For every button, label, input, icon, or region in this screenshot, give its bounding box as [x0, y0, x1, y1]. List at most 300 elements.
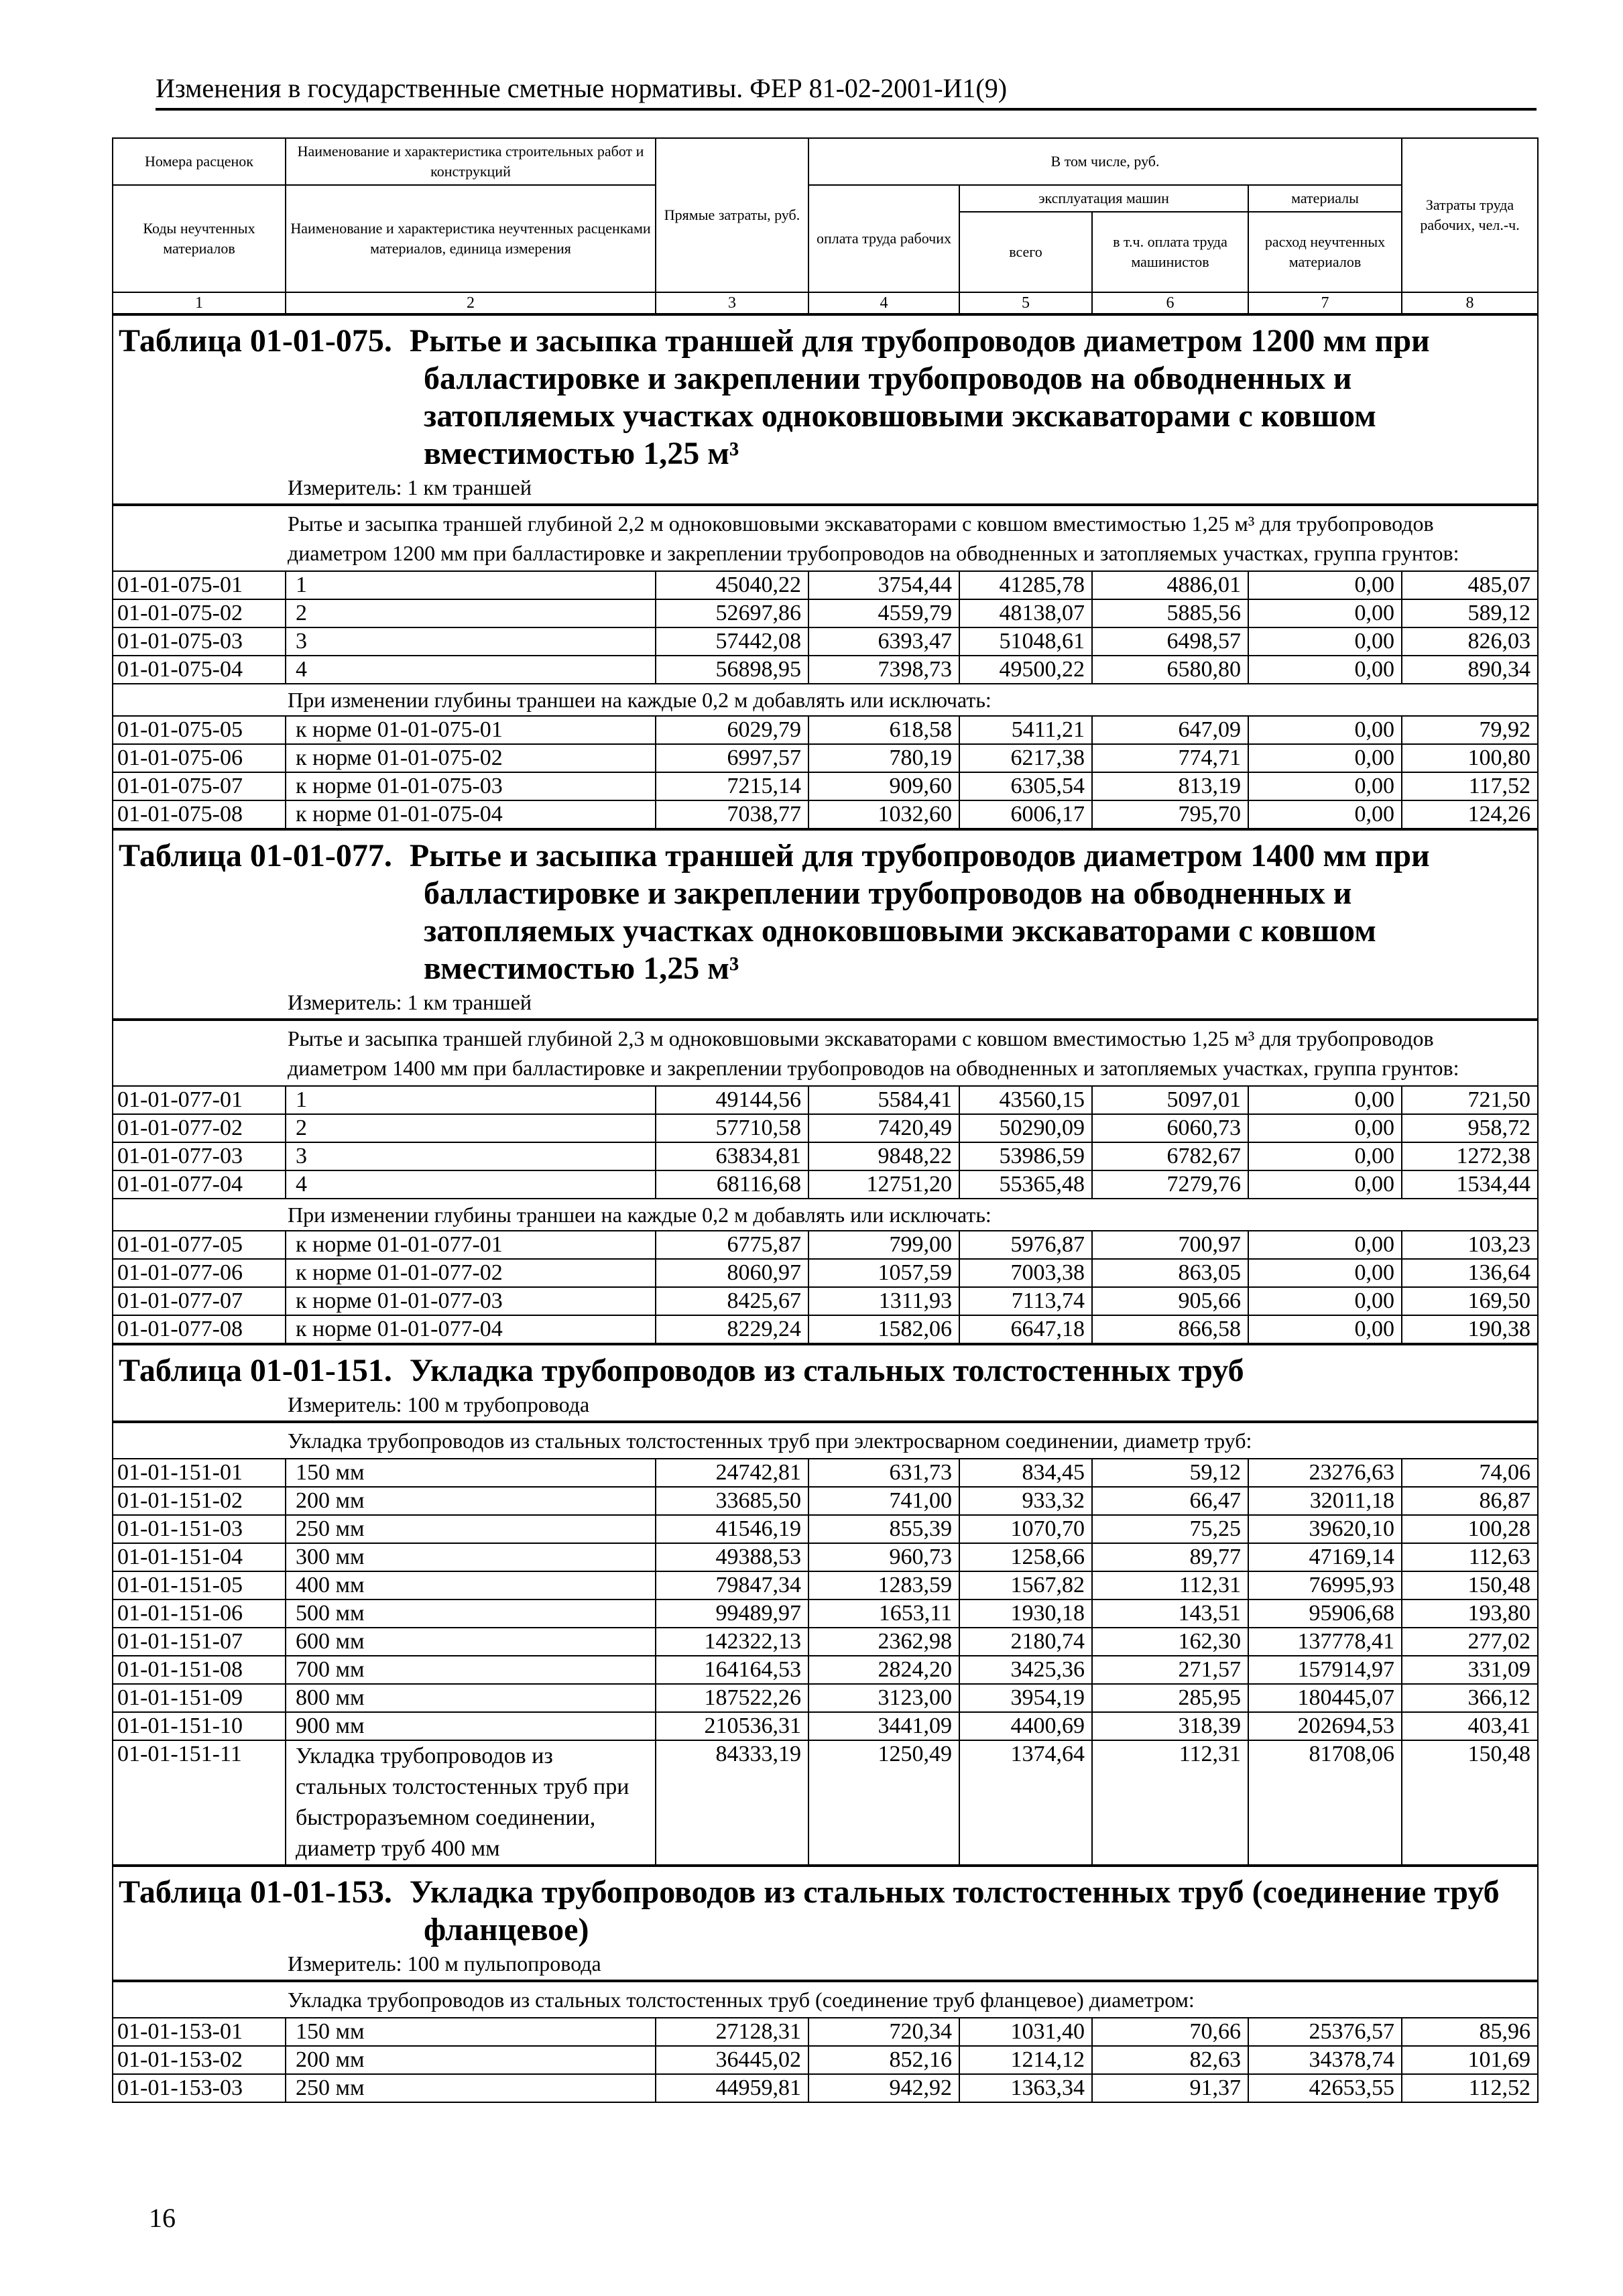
table-row — [113, 1740, 1538, 1866]
worker-wages-cell: 618,58 — [808, 716, 959, 744]
work-name-cell: 3 — [286, 627, 656, 656]
machinist-wages-cell: 91,37 — [1092, 2074, 1248, 2102]
labor-hours-cell: 100,28 — [1402, 1515, 1538, 1543]
direct-costs-cell: 6029,79 — [656, 716, 808, 744]
rate-code-cell: 01-01-153-02 — [113, 2046, 286, 2074]
direct-costs-cell: 24742,81 — [656, 1459, 808, 1487]
work-name-cell: 250 мм — [286, 1515, 656, 1543]
work-name-cell: 700 мм — [286, 1656, 656, 1684]
table-section-title-row — [113, 1344, 1538, 1390]
direct-costs-cell: 41546,19 — [656, 1515, 808, 1543]
materials-cost-cell: 0,00 — [1248, 1086, 1402, 1114]
rate-code-cell: 01-01-077-06 — [113, 1259, 286, 1287]
worker-wages-cell: 5584,41 — [808, 1086, 959, 1114]
col2-top-header: Наименование и характеристика строительных работ и конструкций — [286, 138, 656, 185]
machines-total-cell: 51048,61 — [959, 627, 1092, 656]
subheading: При изменении глубины траншеи на каждые 0,2 м добавлять или исключать: — [113, 684, 1538, 716]
labor-hours-cell: 112,52 — [1402, 2074, 1538, 2102]
machines-total-cell: 7113,74 — [959, 1287, 1092, 1315]
work-name-cell: 1 — [286, 571, 656, 599]
col3-header: Прямые затраты, руб. — [656, 138, 808, 292]
work-name-cell: 4 — [286, 656, 656, 684]
rate-code-cell: 01-01-153-01 — [113, 2018, 286, 2046]
direct-costs-cell: 52697,86 — [656, 599, 808, 627]
column-number: 8 — [1402, 292, 1538, 314]
labor-hours-cell: 890,34 — [1402, 656, 1538, 684]
section-title-text: Рытье и засыпка траншей для трубопроводов диаметром 1200 мм при балластировке и закреплении трубопроводов на обводненных и затопляемых участках одноковшовыми экскаваторами с ковшом вместимостью 1,25 м³ — [409, 323, 1430, 471]
direct-costs-cell: 142322,13 — [656, 1628, 808, 1656]
section-title — [119, 322, 1532, 473]
column-number: 4 — [808, 292, 959, 314]
table-row — [113, 1543, 1538, 1571]
machines-total-cell: 3425,36 — [959, 1656, 1092, 1684]
worker-wages-cell: 3754,44 — [808, 571, 959, 599]
machinist-wages-cell: 863,05 — [1092, 1259, 1248, 1287]
direct-costs-cell: 99489,97 — [656, 1599, 808, 1628]
description-row — [113, 1981, 1538, 2018]
section-title-text: Рытье и засыпка траншей для трубопроводов диаметром 1400 мм при балластировке и закреплении трубопроводов на обводненных и затопляемых участках одноковшовыми экскаваторами с ковшом вместимостью 1,25 м³ — [409, 838, 1430, 986]
materials-cost-cell: 0,00 — [1248, 1315, 1402, 1344]
measure-row — [113, 1949, 1538, 1981]
work-name-cell: 150 мм — [286, 1459, 656, 1487]
rate-code-cell: 01-01-151-03 — [113, 1515, 286, 1543]
worker-wages-cell: 4559,79 — [808, 599, 959, 627]
worker-wages-cell: 1032,60 — [808, 800, 959, 829]
rate-code-cell: 01-01-075-08 — [113, 800, 286, 829]
worker-wages-cell: 2824,20 — [808, 1656, 959, 1684]
subheading-row — [113, 684, 1538, 716]
materials-cost-cell: 23276,63 — [1248, 1459, 1402, 1487]
machines-total-cell: 43560,15 — [959, 1086, 1092, 1114]
materials-cost-cell: 0,00 — [1248, 1231, 1402, 1259]
work-description: Укладка трубопроводов из стальных толстостенных труб при электросварном соединении, диаметр труб: — [113, 1422, 1538, 1459]
machines-total-cell: 49500,22 — [959, 656, 1092, 684]
rate-code-cell: 01-01-077-01 — [113, 1086, 286, 1114]
labor-hours-cell: 366,12 — [1402, 1684, 1538, 1712]
worker-wages-cell: 909,60 — [808, 772, 959, 800]
machines-total-cell: 55365,48 — [959, 1170, 1092, 1199]
labor-hours-cell: 277,02 — [1402, 1628, 1538, 1656]
work-name-cell: к норме 01-01-077-02 — [286, 1259, 656, 1287]
page-number: 16 — [149, 2203, 176, 2233]
direct-costs-cell: 36445,02 — [656, 2046, 808, 2074]
work-name-cell: к норме 01-01-075-03 — [286, 772, 656, 800]
machinist-wages-cell: 866,58 — [1092, 1315, 1248, 1344]
machines-total-cell: 53986,59 — [959, 1142, 1092, 1170]
section-title — [119, 1874, 1532, 1949]
machinist-wages-cell: 813,19 — [1092, 772, 1248, 800]
machines-total-cell: 1070,70 — [959, 1515, 1092, 1543]
machinist-wages-cell: 5097,01 — [1092, 1086, 1248, 1114]
worker-wages-cell: 2362,98 — [808, 1628, 959, 1656]
machinist-wages-cell: 647,09 — [1092, 716, 1248, 744]
worker-wages-cell: 852,16 — [808, 2046, 959, 2074]
table-row — [113, 1259, 1538, 1287]
table-row — [113, 627, 1538, 656]
table-header — [113, 138, 1538, 314]
machines-total-cell: 1258,66 — [959, 1543, 1092, 1571]
rates-table-container — [112, 137, 1537, 2103]
section-label: Таблица 01-01-153. — [119, 1874, 392, 1910]
work-name-cell: 300 мм — [286, 1543, 656, 1571]
column-number: 3 — [656, 292, 808, 314]
machines-total-cell: 6305,54 — [959, 772, 1092, 800]
labor-hours-cell: 112,63 — [1402, 1543, 1538, 1571]
document-title: Изменения в государственные сметные нормативы. ФЕР 81-02-2001-И1(9) — [156, 73, 1008, 103]
rate-code-cell: 01-01-075-07 — [113, 772, 286, 800]
machinist-wages-cell: 271,57 — [1092, 1656, 1248, 1684]
table-row — [113, 599, 1538, 627]
table-row — [113, 2074, 1538, 2102]
section-label: Таблица 01-01-077. — [119, 838, 392, 873]
materials-cost-cell: 32011,18 — [1248, 1487, 1402, 1515]
work-name-cell: 250 мм — [286, 2074, 656, 2102]
direct-costs-cell: 27128,31 — [656, 2018, 808, 2046]
machines-total-cell: 4400,69 — [959, 1712, 1092, 1740]
labor-hours-cell: 86,87 — [1402, 1487, 1538, 1515]
machinist-wages-cell: 112,31 — [1092, 1571, 1248, 1599]
measure-row — [113, 1390, 1538, 1422]
direct-costs-cell: 6775,87 — [656, 1231, 808, 1259]
table-row — [113, 1487, 1538, 1515]
labor-hours-cell: 79,92 — [1402, 716, 1538, 744]
machines-total-cell: 50290,09 — [959, 1114, 1092, 1142]
table-row — [113, 1114, 1538, 1142]
labor-hours-cell: 190,38 — [1402, 1315, 1538, 1344]
table-row — [113, 2046, 1538, 2074]
worker-wages-cell: 960,73 — [808, 1543, 959, 1571]
materials-cost-cell: 0,00 — [1248, 571, 1402, 599]
machines-total-cell: 1374,64 — [959, 1740, 1092, 1866]
worker-wages-cell: 3123,00 — [808, 1684, 959, 1712]
table-row — [113, 716, 1538, 744]
labor-hours-cell: 1272,38 — [1402, 1142, 1538, 1170]
rate-code-cell: 01-01-077-03 — [113, 1142, 286, 1170]
column-number: 2 — [286, 292, 656, 314]
rate-code-cell: 01-01-075-01 — [113, 571, 286, 599]
machinist-wages-cell: 6782,67 — [1092, 1142, 1248, 1170]
rate-code-cell: 01-01-151-09 — [113, 1684, 286, 1712]
table-row — [113, 772, 1538, 800]
table-section-title-row — [113, 1866, 1538, 1949]
worker-wages-cell: 720,34 — [808, 2018, 959, 2046]
col8-header: Затраты труда рабочих, чел.-ч. — [1402, 138, 1538, 292]
table-row — [113, 1712, 1538, 1740]
materials-cost-cell: 0,00 — [1248, 744, 1402, 772]
worker-wages-cell: 1582,06 — [808, 1315, 959, 1344]
direct-costs-cell: 164164,53 — [656, 1656, 808, 1684]
work-name-cell: к норме 01-01-075-01 — [286, 716, 656, 744]
work-name-cell: к норме 01-01-077-01 — [286, 1231, 656, 1259]
direct-costs-cell: 57710,58 — [656, 1114, 808, 1142]
column-number: 5 — [959, 292, 1092, 314]
direct-costs-cell: 8060,97 — [656, 1259, 808, 1287]
machines-total-cell: 6647,18 — [959, 1315, 1092, 1344]
materials-cost-cell: 202694,53 — [1248, 1712, 1402, 1740]
table-section-title-row — [113, 314, 1538, 473]
table-row — [113, 656, 1538, 684]
machines-total-cell: 5411,21 — [959, 716, 1092, 744]
machinist-wages-cell: 700,97 — [1092, 1231, 1248, 1259]
machines-total-cell: 7003,38 — [959, 1259, 1092, 1287]
section-title — [119, 1352, 1532, 1390]
rate-code-cell: 01-01-151-08 — [113, 1656, 286, 1684]
machinist-wages-cell: 6060,73 — [1092, 1114, 1248, 1142]
labor-hours-cell: 150,48 — [1402, 1571, 1538, 1599]
direct-costs-cell: 56898,95 — [656, 656, 808, 684]
col4-header: оплата труда рабочих — [808, 185, 959, 292]
table-row — [113, 800, 1538, 829]
rates-table — [112, 137, 1539, 2103]
materials-cost-cell: 0,00 — [1248, 1142, 1402, 1170]
rate-code-cell: 01-01-151-07 — [113, 1628, 286, 1656]
section-title-text: Укладка трубопроводов из стальных толстостенных труб (соединение труб фланцевое) — [409, 1874, 1500, 1947]
work-name-cell: к норме 01-01-075-04 — [286, 800, 656, 829]
table-row — [113, 1656, 1538, 1684]
labor-hours-cell: 193,80 — [1402, 1599, 1538, 1628]
worker-wages-cell: 6393,47 — [808, 627, 959, 656]
direct-costs-cell: 210536,31 — [656, 1712, 808, 1740]
materials-cost-cell: 137778,41 — [1248, 1628, 1402, 1656]
materials-cost-cell: 76995,93 — [1248, 1571, 1402, 1599]
machines-total-cell: 6217,38 — [959, 744, 1092, 772]
machinist-wages-cell: 70,66 — [1092, 2018, 1248, 2046]
direct-costs-cell: 49144,56 — [656, 1086, 808, 1114]
machinist-wages-cell: 7279,76 — [1092, 1170, 1248, 1199]
machinist-wages-cell: 285,95 — [1092, 1684, 1248, 1712]
materials-cost-cell: 0,00 — [1248, 1259, 1402, 1287]
materials-cost-cell: 95906,68 — [1248, 1599, 1402, 1628]
machinist-wages-cell: 6580,80 — [1092, 656, 1248, 684]
rate-code-cell: 01-01-151-02 — [113, 1487, 286, 1515]
table-row — [113, 744, 1538, 772]
labor-hours-cell: 117,52 — [1402, 772, 1538, 800]
direct-costs-cell: 187522,26 — [656, 1684, 808, 1712]
direct-costs-cell: 33685,50 — [656, 1487, 808, 1515]
materials-cost-cell: 0,00 — [1248, 1287, 1402, 1315]
materials-cost-cell: 0,00 — [1248, 772, 1402, 800]
labor-hours-cell: 100,80 — [1402, 744, 1538, 772]
work-name-cell: 200 мм — [286, 2046, 656, 2074]
machinist-wages-cell: 75,25 — [1092, 1515, 1248, 1543]
machinist-wages-cell: 112,31 — [1092, 1740, 1248, 1866]
machinist-wages-cell: 66,47 — [1092, 1487, 1248, 1515]
machines-total-cell: 5976,87 — [959, 1231, 1092, 1259]
rate-code-cell: 01-01-075-04 — [113, 656, 286, 684]
table-row — [113, 1599, 1538, 1628]
worker-wages-cell: 3441,09 — [808, 1712, 959, 1740]
labor-hours-cell: 485,07 — [1402, 571, 1538, 599]
materials-cost-cell: 157914,97 — [1248, 1656, 1402, 1684]
table-row — [113, 1515, 1538, 1543]
measure-unit: Измеритель: 100 м трубопровода — [113, 1390, 1538, 1422]
table-row — [113, 2018, 1538, 2046]
description-row — [113, 1422, 1538, 1459]
worker-wages-cell: 855,39 — [808, 1515, 959, 1543]
materials-cost-cell: 180445,07 — [1248, 1684, 1402, 1712]
machines-total-cell: 1363,34 — [959, 2074, 1092, 2102]
table-body — [113, 314, 1538, 2102]
column-number: 7 — [1248, 292, 1402, 314]
group-including-header: В том числе, руб. — [808, 138, 1402, 185]
worker-wages-cell: 942,92 — [808, 2074, 959, 2102]
labor-hours-cell: 589,12 — [1402, 599, 1538, 627]
machines-total-cell: 1930,18 — [959, 1599, 1092, 1628]
measure-row — [113, 473, 1538, 505]
machines-total-cell: 1567,82 — [959, 1571, 1092, 1599]
direct-costs-cell: 7215,14 — [656, 772, 808, 800]
group-machines-header: эксплуатация машин — [959, 185, 1248, 212]
table-row — [113, 1628, 1538, 1656]
worker-wages-cell: 1057,59 — [808, 1259, 959, 1287]
worker-wages-cell: 9848,22 — [808, 1142, 959, 1170]
machinist-wages-cell: 89,77 — [1092, 1543, 1248, 1571]
materials-cost-cell: 0,00 — [1248, 800, 1402, 829]
rate-code-cell: 01-01-077-05 — [113, 1231, 286, 1259]
machines-total-cell: 1214,12 — [959, 2046, 1092, 2074]
materials-cost-cell: 81708,06 — [1248, 1740, 1402, 1866]
labor-hours-cell: 1534,44 — [1402, 1170, 1538, 1199]
work-name-cell: 400 мм — [286, 1571, 656, 1599]
worker-wages-cell: 799,00 — [808, 1231, 959, 1259]
machinist-wages-cell: 143,51 — [1092, 1599, 1248, 1628]
worker-wages-cell: 741,00 — [808, 1487, 959, 1515]
labor-hours-cell: 124,26 — [1402, 800, 1538, 829]
col2-bottom-header: Наименование и характеристика неучтенных расценками материалов, единица измерения — [286, 185, 656, 292]
machinist-wages-cell: 82,63 — [1092, 2046, 1248, 2074]
work-name-cell: 2 — [286, 599, 656, 627]
materials-cost-cell: 42653,55 — [1248, 2074, 1402, 2102]
labor-hours-cell: 403,41 — [1402, 1712, 1538, 1740]
materials-cost-cell: 25376,57 — [1248, 2018, 1402, 2046]
work-name-cell: 150 мм — [286, 2018, 656, 2046]
work-name-cell: к норме 01-01-077-04 — [286, 1315, 656, 1344]
table-section-title-row — [113, 829, 1538, 987]
work-name-cell: 900 мм — [286, 1712, 656, 1740]
direct-costs-cell: 63834,81 — [656, 1142, 808, 1170]
materials-cost-cell: 39620,10 — [1248, 1515, 1402, 1543]
machinist-wages-cell: 59,12 — [1092, 1459, 1248, 1487]
machines-total-cell: 3954,19 — [959, 1684, 1092, 1712]
table-row — [113, 1142, 1538, 1170]
col6-header: в т.ч. оплата труда машинистов — [1092, 212, 1248, 292]
work-name-cell: 500 мм — [286, 1599, 656, 1628]
description-row — [113, 1020, 1538, 1086]
materials-cost-cell: 0,00 — [1248, 716, 1402, 744]
machines-total-cell: 2180,74 — [959, 1628, 1092, 1656]
col1-bottom-header: Коды неучтенных материалов — [113, 185, 286, 292]
labor-hours-cell: 169,50 — [1402, 1287, 1538, 1315]
labor-hours-cell: 150,48 — [1402, 1740, 1538, 1866]
materials-cost-cell: 0,00 — [1248, 627, 1402, 656]
col5-header: всего — [959, 212, 1092, 292]
rate-code-cell: 01-01-077-02 — [113, 1114, 286, 1142]
work-name-cell: 1 — [286, 1086, 656, 1114]
col1-top-header: Номера расценок — [113, 138, 286, 185]
work-name-cell: к норме 01-01-075-02 — [286, 744, 656, 772]
direct-costs-cell: 68116,68 — [656, 1170, 808, 1199]
labor-hours-cell: 721,50 — [1402, 1086, 1538, 1114]
table-row — [113, 1287, 1538, 1315]
direct-costs-cell: 57442,08 — [656, 627, 808, 656]
work-name-cell: 3 — [286, 1142, 656, 1170]
labor-hours-cell: 101,69 — [1402, 2046, 1538, 2074]
direct-costs-cell: 79847,34 — [656, 1571, 808, 1599]
rate-code-cell: 01-01-151-05 — [113, 1571, 286, 1599]
measure-unit: Измеритель: 1 км траншей — [113, 987, 1538, 1020]
rate-code-cell: 01-01-151-04 — [113, 1543, 286, 1571]
worker-wages-cell: 631,73 — [808, 1459, 959, 1487]
direct-costs-cell: 8229,24 — [656, 1315, 808, 1344]
materials-cost-cell: 0,00 — [1248, 1170, 1402, 1199]
measure-row — [113, 987, 1538, 1020]
machinist-wages-cell: 4886,01 — [1092, 571, 1248, 599]
work-name-cell: 2 — [286, 1114, 656, 1142]
machinist-wages-cell: 905,66 — [1092, 1287, 1248, 1315]
table-row — [113, 1459, 1538, 1487]
measure-unit: Измеритель: 1 км траншей — [113, 473, 1538, 505]
worker-wages-cell: 1653,11 — [808, 1599, 959, 1628]
group-materials-header: материалы — [1248, 185, 1402, 212]
rate-code-cell: 01-01-075-02 — [113, 599, 286, 627]
column-number: 6 — [1092, 292, 1248, 314]
rate-code-cell: 01-01-077-08 — [113, 1315, 286, 1344]
subheading: При изменении глубины траншеи на каждые 0,2 м добавлять или исключать: — [113, 1199, 1538, 1231]
direct-costs-cell: 45040,22 — [656, 571, 808, 599]
machinist-wages-cell: 318,39 — [1092, 1712, 1248, 1740]
machinist-wages-cell: 6498,57 — [1092, 627, 1248, 656]
direct-costs-cell: 6997,57 — [656, 744, 808, 772]
section-label: Таблица 01-01-151. — [119, 1353, 392, 1388]
rate-code-cell: 01-01-075-05 — [113, 716, 286, 744]
work-name-cell: 200 мм — [286, 1487, 656, 1515]
machines-total-cell: 6006,17 — [959, 800, 1092, 829]
work-name-cell: 600 мм — [286, 1628, 656, 1656]
machinist-wages-cell: 774,71 — [1092, 744, 1248, 772]
direct-costs-cell: 8425,67 — [656, 1287, 808, 1315]
direct-costs-cell: 44959,81 — [656, 2074, 808, 2102]
machinist-wages-cell: 162,30 — [1092, 1628, 1248, 1656]
work-description: Рытье и засыпка траншей глубиной 2,2 м одноковшовыми экскаваторами с ковшом вместимостью 1,25 м³ для трубопроводов диаметром 1200 мм при балластировке и закреплении трубопроводов на обводненных и затопляемых участках, группа грунтов: — [113, 505, 1538, 571]
section-title-text: Укладка трубопроводов из стальных толстостенных труб — [409, 1353, 1244, 1388]
page-header — [156, 72, 1537, 111]
machinist-wages-cell: 5885,56 — [1092, 599, 1248, 627]
labor-hours-cell: 958,72 — [1402, 1114, 1538, 1142]
section-title — [119, 837, 1532, 987]
direct-costs-cell: 84333,19 — [656, 1740, 808, 1866]
machines-total-cell: 41285,78 — [959, 571, 1092, 599]
table-row — [113, 571, 1538, 599]
labor-hours-cell: 826,03 — [1402, 627, 1538, 656]
table-row — [113, 1571, 1538, 1599]
labor-hours-cell: 85,96 — [1402, 2018, 1538, 2046]
worker-wages-cell: 12751,20 — [808, 1170, 959, 1199]
column-number: 1 — [113, 292, 286, 314]
materials-cost-cell: 0,00 — [1248, 1114, 1402, 1142]
subheading-row — [113, 1199, 1538, 1231]
machines-total-cell: 1031,40 — [959, 2018, 1092, 2046]
rate-code-cell: 01-01-151-06 — [113, 1599, 286, 1628]
labor-hours-cell: 74,06 — [1402, 1459, 1538, 1487]
rate-code-cell: 01-01-151-10 — [113, 1712, 286, 1740]
table-row — [113, 1170, 1538, 1199]
machines-total-cell: 834,45 — [959, 1459, 1092, 1487]
column-numbers-row — [113, 292, 1538, 314]
rate-code-cell: 01-01-077-04 — [113, 1170, 286, 1199]
worker-wages-cell: 1250,49 — [808, 1740, 959, 1866]
rate-code-cell: 01-01-077-07 — [113, 1287, 286, 1315]
table-row — [113, 1315, 1538, 1344]
